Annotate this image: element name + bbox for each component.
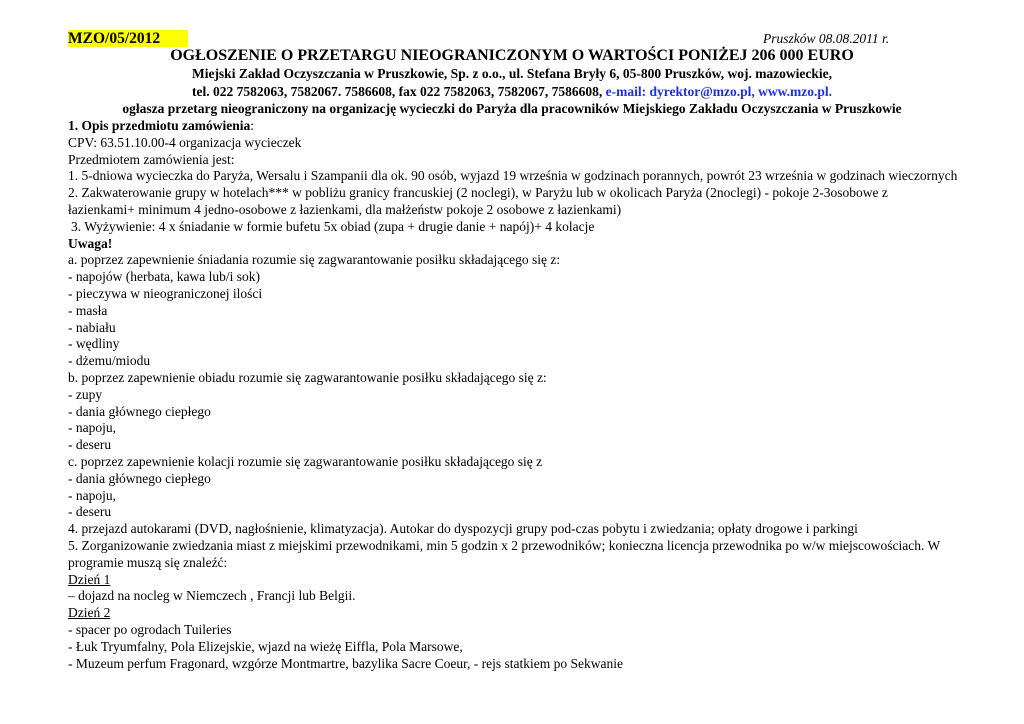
list-item: - zupy <box>68 386 103 402</box>
day-2-label: Dzień 2 <box>68 605 111 621</box>
day-1-text: – dojazd na nocleg w Niemczech , Francji lub Belgii. <box>68 588 356 604</box>
list-item: - napoju, <box>68 420 116 436</box>
document-title: OGŁOSZENIE O PRZETARGU NIEOGRANICZONYM O WARTOŚCI PONIŻEJ 206 000 EURO <box>170 47 854 64</box>
section-1-colon: : <box>250 118 255 133</box>
list-item: - deseru <box>68 437 112 453</box>
day-1-heading <box>68 572 958 589</box>
list-item: - dania głównego ciepłego <box>68 403 211 419</box>
cpv-code: CPV: 63.51.10.00-4 organizacja wycieczek <box>68 134 302 150</box>
announcement-line: ogłasza przetarg nieograniczony na organizację wycieczki do Paryża dla pracowników Miejskiego Zakładu Oczyszczania w Pruszkowie <box>122 101 902 116</box>
day-1-label: Dzień 1 <box>68 571 111 587</box>
dinner-intro: c. poprzez zapewnienie kolacji rozumie się zagwarantowanie posiłku składającego się z <box>68 453 543 469</box>
list-item: - spacer po ogrodach Tuileries <box>68 621 232 637</box>
list-item: - dania głównego ciepłego <box>68 470 211 486</box>
list-item: - pieczywa w nieograniczonej ilości <box>68 285 263 301</box>
breakfast-intro: a. poprzez zapewnienie śniadania rozumie się zagwarantowanie posiłku składającego się z: <box>68 252 561 268</box>
list-item: - dżemu/miodu <box>68 353 151 369</box>
contact-line <box>0 84 1024 100</box>
lunch-intro: b. poprzez zapewnienie obiadu rozumie się zagwarantowanie posiłku składającego się z: <box>68 369 547 385</box>
document-date: Pruszków 08.08.2011 r. <box>763 31 890 46</box>
note-heading: Uwaga! <box>68 235 113 251</box>
item-4: 4. przejazd autokarami (DVD, nagłośnienie, klimatyzacja). Autokar do dyspozycji grupy pod-czas pobytu i zwiedzania; opłaty drogowe i parkingi <box>68 521 858 537</box>
organization-line: Miejski Zakład Oczyszczania w Pruszkowie, Sp. z o.o., ul. Stefana Bryły 6, 05-800 Pruszków, woj. mazowieckie, <box>191 66 833 81</box>
contact-numbers: tel. 022 7582063, 7582067. 7586608, fax 022 7582063, 7582067, 7586608, <box>191 84 603 99</box>
item-5: 5. Zorganizowanie zwiedzania miast z miejskimi przewodnikami, min 5 godzin x 2 przewodników; konieczna licencja przewodnika po w/w miejscowościach. W programie muszą się znaleźć: <box>68 537 940 570</box>
document-body <box>68 118 958 672</box>
item-3: 3. Wyżywienie: 4 x śniadanie w formie bufetu 5x obiad (zupa + drugie danie + napój)+ 4 kolacje <box>71 218 595 234</box>
scope-intro: Przedmiotem zamówienia jest: <box>68 151 235 167</box>
list-item: - Muzeum perfum Fragonard, wzgórze Montmartre, bazylika Sacre Coeur, - rejs statkiem po Sekwanie <box>68 655 624 671</box>
list-item: - wędliny <box>68 336 120 352</box>
list-item: - deseru <box>68 504 112 520</box>
section-1-heading <box>68 118 958 135</box>
email-website[interactable]: e-mail: dyrektor@mzo.pl, www.mzo.pl. <box>605 84 832 99</box>
list-item: - napoju, <box>68 487 116 503</box>
list-item: - nabiału <box>68 319 116 335</box>
list-item: - masła <box>68 302 108 318</box>
item-2: 2. Zakwaterowanie grupy w hotelach*** w pobliżu granicy francuskiej (2 noclegi), w Paryżu lub w okolicach Paryża (2noclegi) - pokoje 2-3osobowe z łazienkami+ minimum 4 jedno-osobowe z łazienkami, dla małżeństw pokoje 2 osobowe z łazienkami) <box>68 185 888 217</box>
section-1-title: 1. Opis przedmiotu zamówienia <box>68 118 251 133</box>
list-item: - Łuk Tryumfalny, Pola Elizejskie, wjazd na wieżę Eiffla, Pola Marsowe, <box>68 638 463 654</box>
item-1: 1. 5-dniowa wycieczka do Paryża, Wersalu i Szampanii dla ok. 90 osób, wyjazd 19 września w godzinach porannych, powrót 23 września w godzinach wieczornych <box>68 168 958 184</box>
reference-number: MZO/05/2012 <box>68 30 188 47</box>
day-2-heading <box>68 605 958 622</box>
list-item: - napojów (herbata, kawa lub/i sok) <box>68 269 260 285</box>
